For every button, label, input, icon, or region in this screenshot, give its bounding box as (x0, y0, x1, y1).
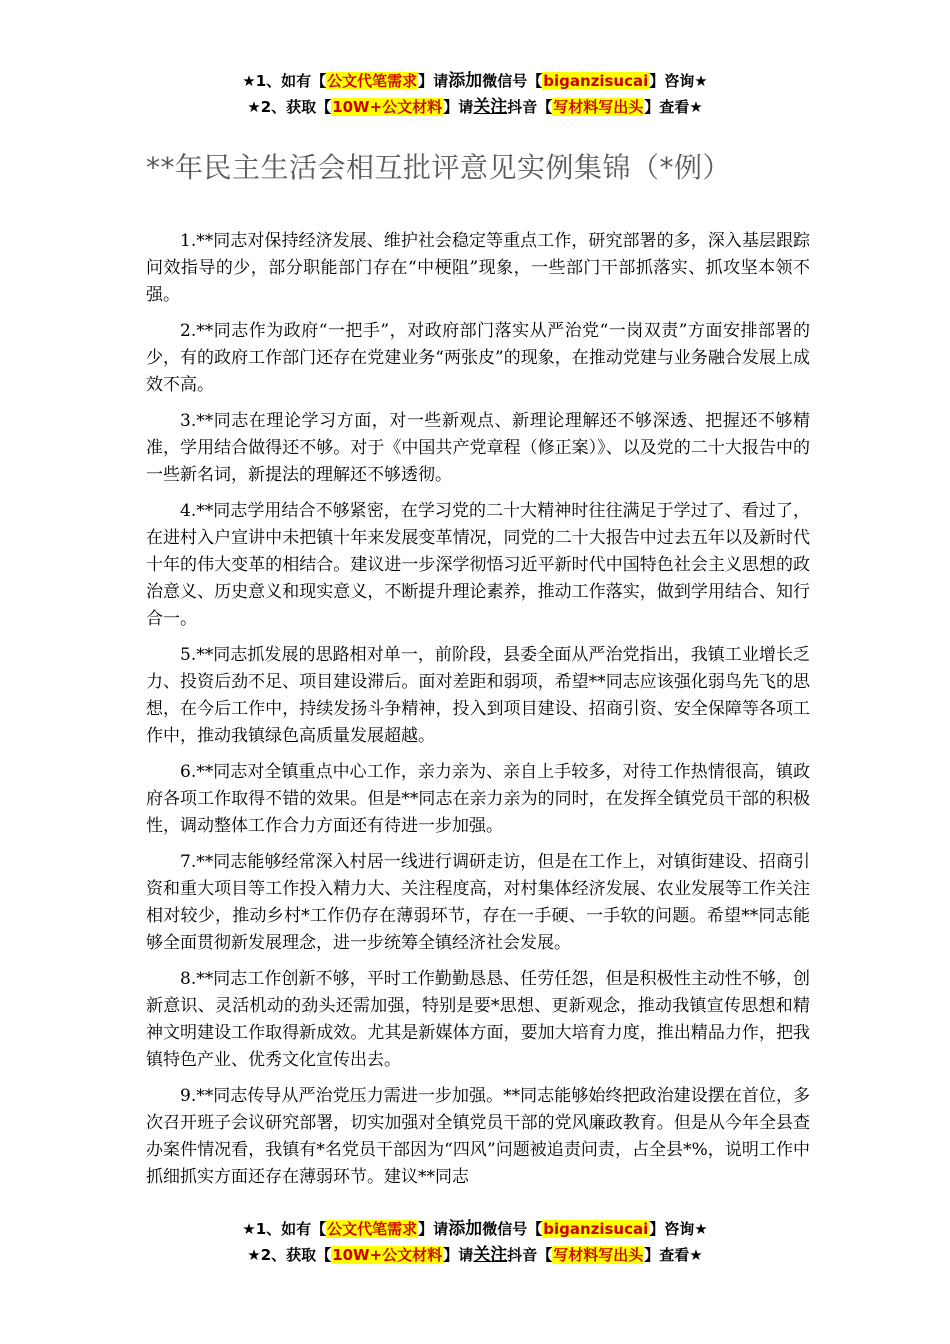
promo-text: 抖音【 (507, 98, 553, 116)
bottom-promo-banner (0, 1216, 950, 1268)
highlight-wechat-id: biganzisucai (543, 1220, 649, 1238)
paragraph-2: 2.**同志作为政府“一把手”，对政府部门落实从严治党“一岗双责”方面安排部署的少，有的政府工作部门还存在党建业务“两张皮”的现象，在推动党建与业务融合发展上成效不高。 (146, 321, 810, 395)
promo-text: 1、如有【 (255, 1220, 327, 1238)
paragraph-1: 1.**同志对保持经济发展、维护社会稳定等重点工作，研究部署的多，深入基层跟踪问效指导的少，部分职能部门存在“中梗阻”现象，一些部门干部抓落实、抓攻坚本领不强。 (146, 231, 810, 305)
promo-text: 抖音【 (507, 1246, 553, 1264)
highlight-douyin-account: 写材料写出头 (553, 98, 644, 116)
paragraph-4: 4.**同志学用结合不够紧密，在学习党的二十大精神时往往满足于学过了、看过了，在进村入户宣讲中未把镇十年来发展变革情况，同党的二十大报告中过去五年以及新时代十年的伟大变革的相结合。建议进一步深学彻悟习近平新时代中国特色社会主义思想的政治意义、历史意义和现实意义，不断提升理论素养，推动工作落实，做到学用结合、知行合一。 (146, 501, 810, 629)
promo-text: 】请 (443, 98, 474, 116)
promo-text: 】查看★ (644, 98, 703, 116)
paragraph-5: 5.**同志抓发展的思路相对单一，前阶段，县委全面从严治党指出，我镇工业增长乏力、投资后劲不足、项目建设滞后。面对差距和弱项，希望**同志应该强化弱鸟先飞的思想，在今后工作中，持续发扬斗争精神，投入到项目建设、招商引资、安全保障等各项工作中，推动我镇绿色高质量发展超越。 (146, 645, 810, 746)
highlight-douyin-account: 写材料写出头 (553, 1246, 644, 1264)
highlight-materials: 10W+公文材料 (332, 98, 443, 116)
paragraph-3: 3.**同志在理论学习方面，对一些新观点、新理论理解还不够深透、把握还不够精准，学用结合做得还不够。对于《中国共产党章程（修正案）》、以及党的二十大报告中的一些新名词，新提法的理解还不够透彻。 (146, 411, 810, 485)
document-title: **年民主生活会相互批评意见实例集锦（*例） (146, 151, 732, 184)
promo-line-2 (0, 94, 950, 120)
promo-text: 微信号【 (482, 72, 543, 90)
highlight-service: 公文代笔需求 (327, 72, 418, 90)
highlight-materials: 10W+公文材料 (332, 1246, 443, 1264)
promo-line-1 (0, 68, 950, 94)
promo-text: 】咨询★ (649, 1220, 708, 1238)
star-icon: ★ (242, 1220, 256, 1238)
star-icon: ★ (247, 1246, 261, 1264)
promo-text: 】咨询★ (649, 72, 708, 90)
promo-line-2 (0, 1242, 950, 1268)
promo-text: 2、获取【 (260, 1246, 332, 1264)
promo-text-add: 添加 (448, 71, 483, 91)
promo-text: 】请 (418, 72, 449, 90)
document-body (146, 228, 810, 1200)
promo-text: 微信号【 (482, 1220, 543, 1238)
promo-text: 】请 (443, 1246, 474, 1264)
promo-text-follow: 关注 (473, 97, 508, 117)
promo-text-add: 添加 (448, 1219, 483, 1239)
paragraph-9: 9.**同志传导从严治党压力需进一步加强。**同志能够始终把政治建设摆在首位，多次召开班子会议研究部署，切实加强对全镇党员干部的党风廉政教育。但是从今年全县查办案件情况看，我镇有*名党员干部因为“四风”问题被追责问责，占全县*%，说明工作中抓细抓实方面还存在薄弱环节。建议**同志 (146, 1086, 810, 1187)
promo-text: 2、获取【 (260, 98, 332, 116)
promo-text: 】请 (418, 1220, 449, 1238)
highlight-service: 公文代笔需求 (327, 1220, 418, 1238)
star-icon: ★ (247, 98, 261, 116)
star-icon: ★ (242, 72, 256, 90)
promo-text: 1、如有【 (255, 72, 327, 90)
promo-text-follow: 关注 (473, 1245, 508, 1265)
highlight-wechat-id: biganzisucai (543, 72, 649, 90)
promo-line-1 (0, 1216, 950, 1242)
promo-text: 】查看★ (644, 1246, 703, 1264)
paragraph-7: 7.**同志能够经常深入村居一线进行调研走访，但是在工作上，对镇街建设、招商引资和重大项目等工作投入精力大、关注程度高，对村集体经济发展、农业发展等工作关注相对较少，推动乡村*工作仍存在薄弱环节，存在一手硬、一手软的问题。希望**同志能够全面贯彻新发展理念，进一步统筹全镇经济社会发展。 (146, 852, 810, 953)
paragraph-6: 6.**同志对全镇重点中心工作，亲力亲为、亲自上手较多，对待工作热情很高，镇政府各项工作取得不错的效果。但是**同志在亲力亲为的同时，在发挥全镇党员干部的积极性，调动整体工作合力方面还有待进一步加强。 (146, 762, 810, 836)
top-promo-banner (0, 68, 950, 120)
paragraph-8: 8.**同志工作创新不够，平时工作勤勤恳恳、任劳任怨，但是积极性主动性不够，创新意识、灵活机动的劲头还需加强，特别是要*思想、更新观念，推动我镇宣传思想和精神文明建设工作取得新成效。尤其是新媒体方面，要加大培育力度，推出精品力作，把我镇特色产业、优秀文化宣传出去。 (146, 969, 810, 1070)
